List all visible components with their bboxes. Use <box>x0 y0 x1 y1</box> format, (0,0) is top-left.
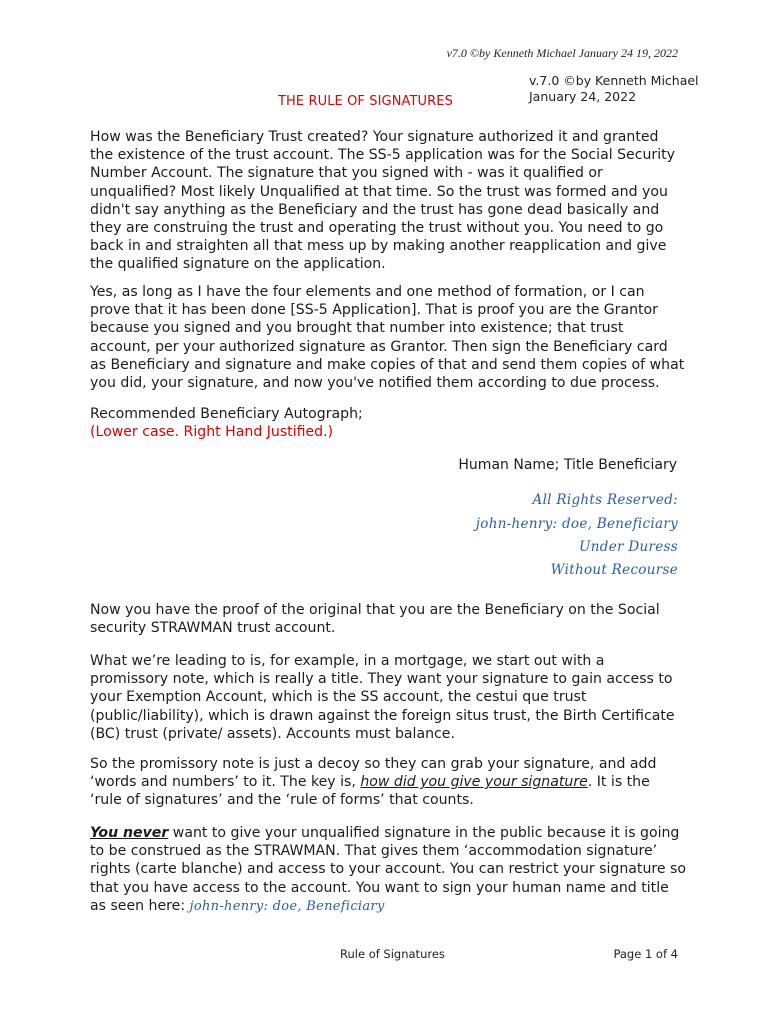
signature-line-duress: Under Duress <box>579 539 678 555</box>
paragraph-promissory-decoy <box>90 755 686 810</box>
human-name-title-line: Human Name; Title Beneficiary <box>458 457 677 473</box>
signature-line-name: john-henry: doe, Beneficiary <box>475 516 678 532</box>
header-version-italic: v7.0 ©by Kenneth Michael January 24 19, 2022 <box>446 46 678 60</box>
recommended-autograph-label: Recommended Beneficiary Autograph; <box>90 406 363 422</box>
paragraph-mortgage-example: What we’re leading to is, for example, in a mortgage, we start out with a promissory note, which is really a title. They want your signature to gain access to your Exemption Account, which is the SS account, the cestui que trust (public/liability), which is drawn against the foreign situs trust, the Birth Certificate (BC) trust (private/ assets). Accounts must balance. <box>90 653 675 742</box>
paragraph-promissory-text-b: . It is the ‘rule of signatures’ and the ‘rule of forms’ that counts. <box>90 774 650 809</box>
how-did-you-give-your-signature-emphasis: how did you give your signature <box>360 774 588 791</box>
signature-line-recourse: Without Recourse <box>550 562 678 578</box>
recommended-autograph-note: (Lower case. Right Hand Justified.) <box>90 424 334 440</box>
footer-document-name: Rule of Signatures <box>340 947 445 961</box>
header-version-block: v.7.0 ©by Kenneth Michael January 24, 2022 <box>529 73 699 104</box>
paragraph-four-elements: Yes, as long as I have the four elements and one method of formation, or I can prove that it has been done [SS-5 Application]. That is proof you are the Grantor because you signed and you brought that number into existence; that trust account, per your authorized signature as Grantor. Then sign the Beneficiary card as Beneficiary and signature and make copies of that and send them copies of what you did, your signature, and now you've notified them according to due process. <box>90 284 685 392</box>
paragraph-you-never-text: want to give your unqualified signature in the public because it is going to be construed as the STRAWMAN. That gives them ‘accommodation signature’ rights (carte blanche) and access to your account. You can restrict your signature so that you have access to the account. You want to sign your human name and title as seen here: <box>90 825 686 914</box>
footer-page-number: Page 1 of 4 <box>613 947 678 961</box>
inline-signature-example: john-henry: doe, Beneficiary <box>189 898 385 914</box>
document-title: THE RULE OF SIGNATURES <box>278 94 453 109</box>
paragraph-you-never <box>90 824 686 916</box>
paragraph-trust-creation: How was the Beneficiary Trust created? Your signature authorized it and granted the existence of the trust account. The SS-5 application was for the Social Security Number Account. The signature that you signed with - was it qualified or unqualified? Most likely Unqualified at that time. So the trust was formed and you didn't say anything as the Beneficiary and the trust has gone dead basically and they are construing the trust and operating the trust without you. You need to go back in and straighten all that mess up by making another reapplication and give the qualified signature on the application. <box>90 129 675 273</box>
signature-line-rights-reserved: All Rights Reserved: <box>532 492 678 508</box>
paragraph-proof-original: Now you have the proof of the original that you are the Beneficiary on the Social security STRAWMAN trust account. <box>90 602 660 637</box>
paragraph-promissory-text-a: So the promissory note is just a decoy so they can grab your signature, and add ‘words and numbers’ to it. The key is, <box>90 756 657 791</box>
you-never-emphasis: You never <box>90 825 169 841</box>
